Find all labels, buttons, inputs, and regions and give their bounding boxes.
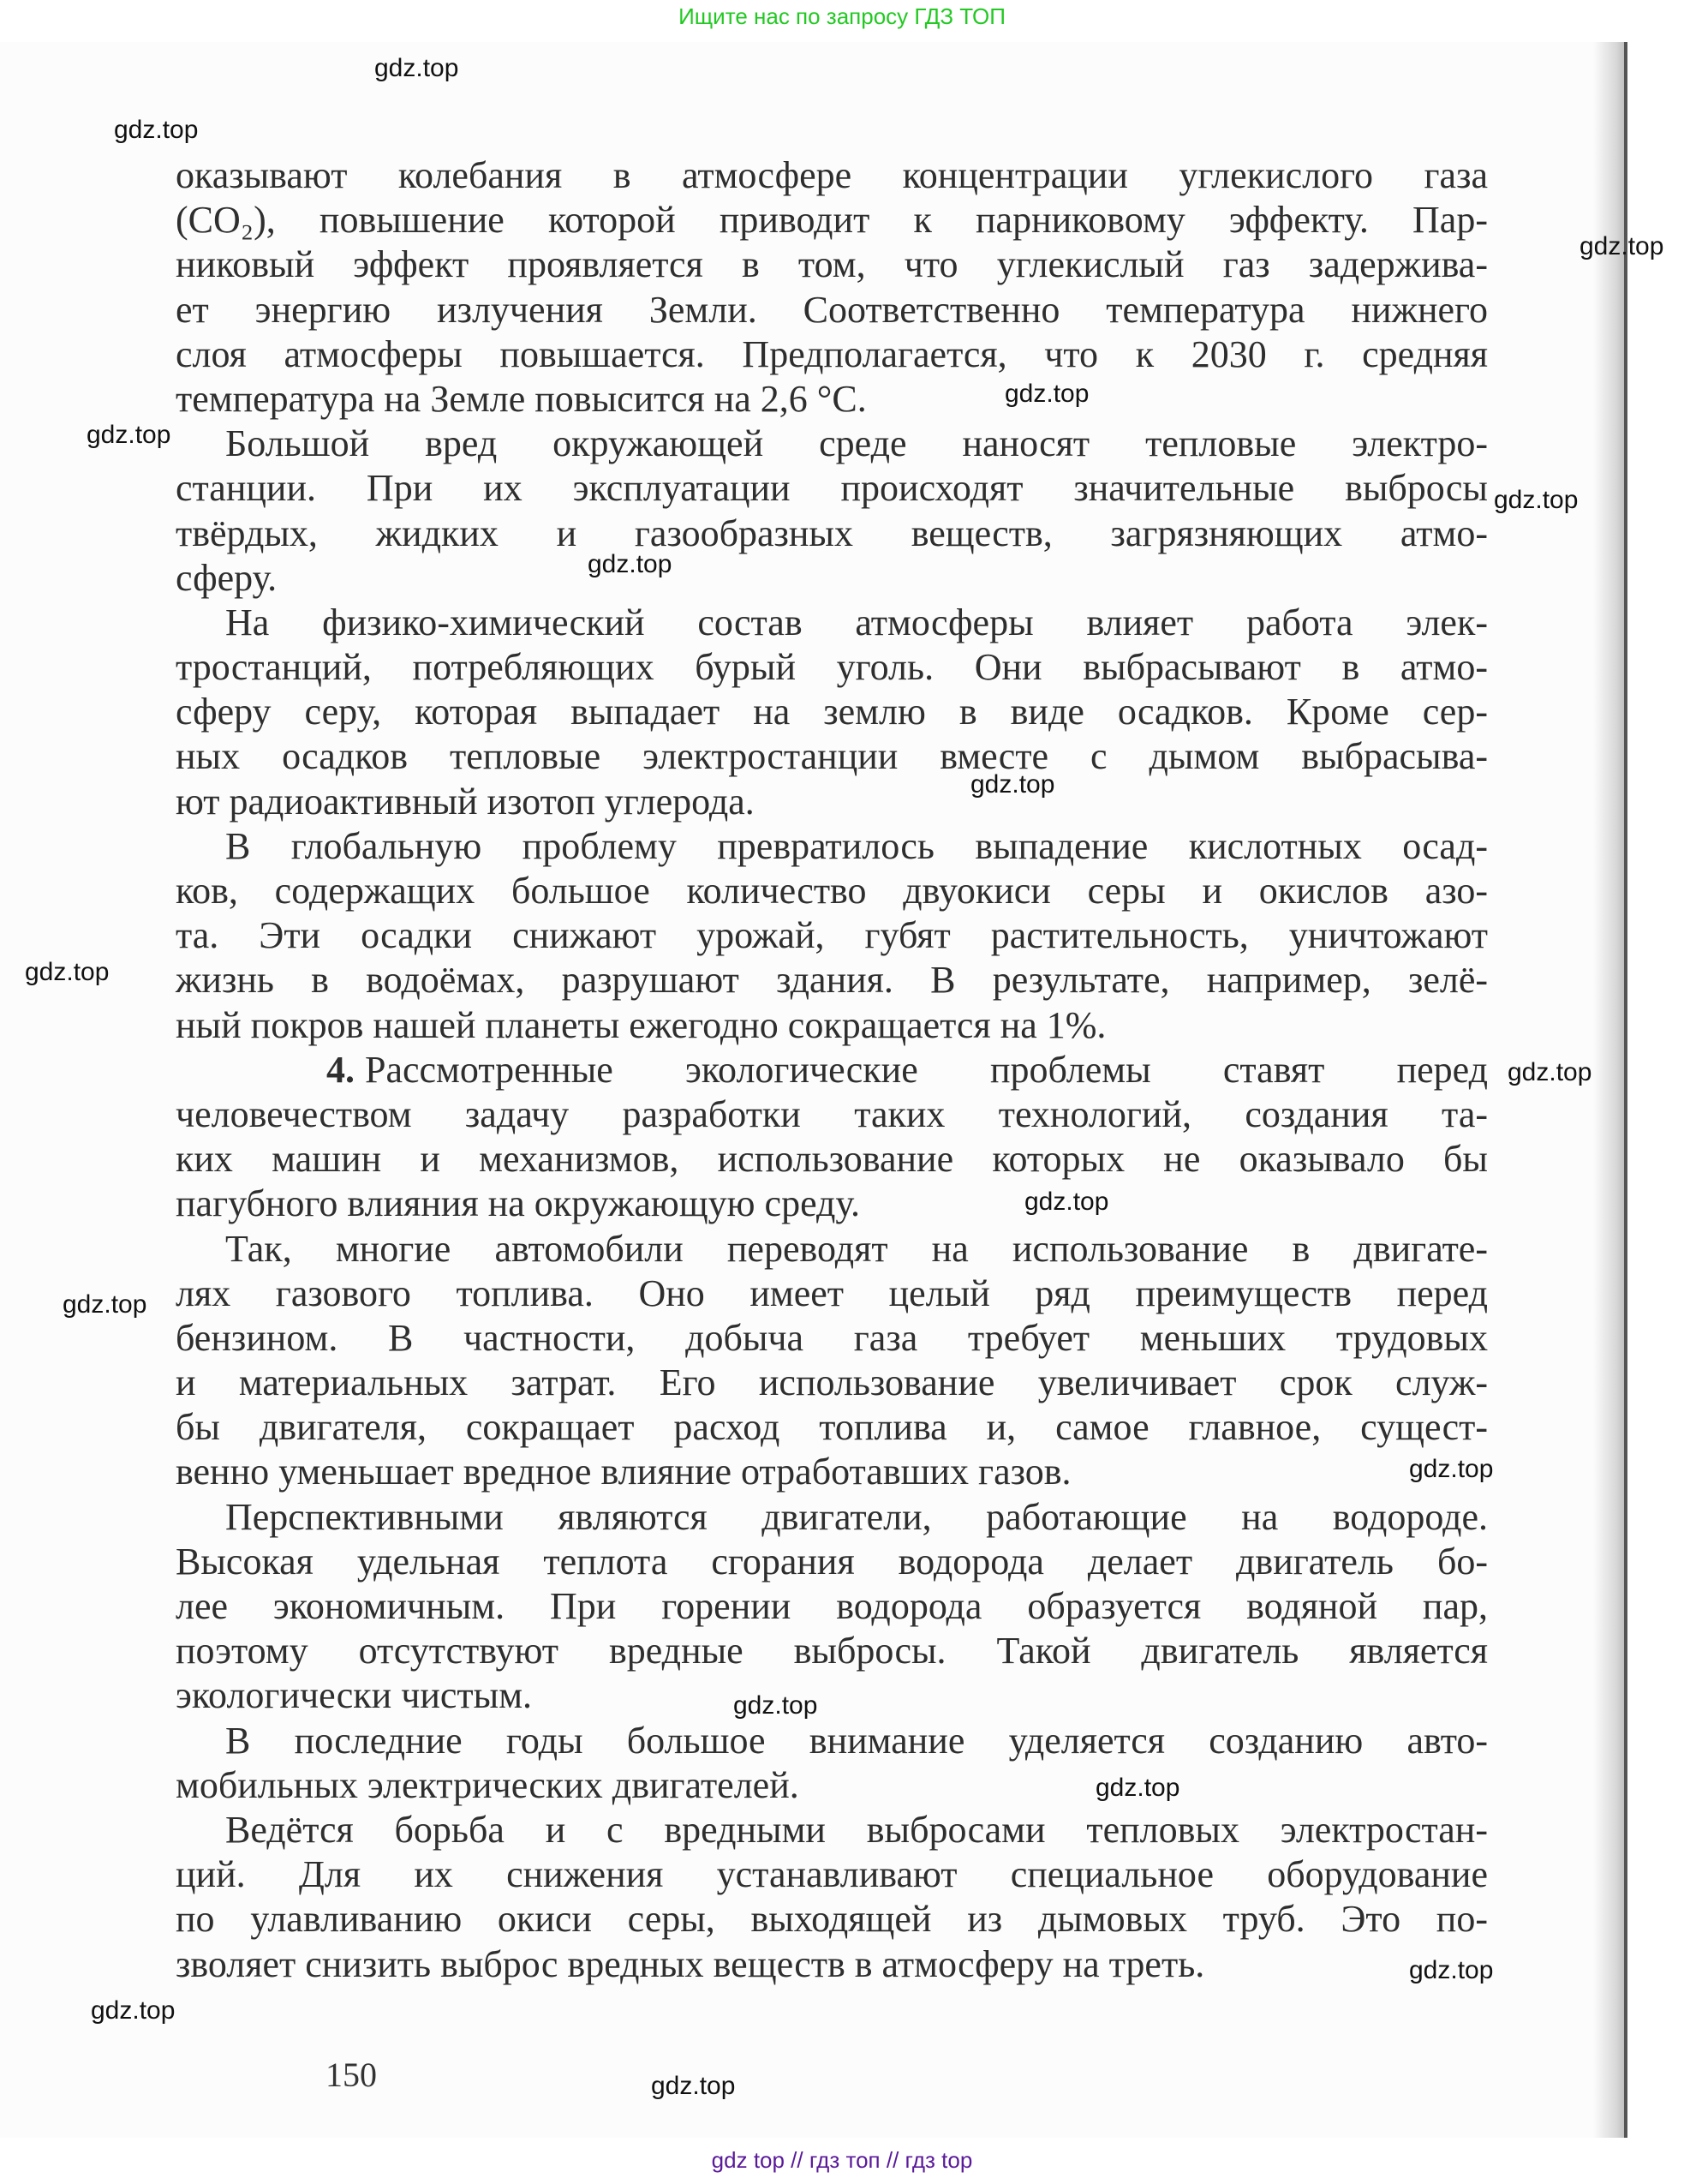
- text-line: [176, 601, 1488, 645]
- line-text: ный покров нашей планеты ежегодно сокращается на 1%.: [176, 1003, 1107, 1046]
- line-text: зволяет снизить выброс вредных веществ в атмосферу на треть.: [176, 1942, 1205, 1985]
- line-text: поэтому отсутствуют вредные выбросы. Такой двигатель является: [176, 1630, 1488, 1672]
- line-text: Большой вред окружающей среде наносят тепловые электро-: [225, 422, 1488, 465]
- paragraph: [176, 601, 1488, 824]
- line-text: жизнь в водоёмах, разрушают здания. В результате, например, зелё-: [176, 959, 1488, 1002]
- line-text: венно уменьшает вредное влияние отработавших газов.: [176, 1451, 1072, 1493]
- line-text: пагубного влияния на окружающую среду.: [176, 1182, 861, 1225]
- watermark: gdz.top: [114, 116, 199, 144]
- line-text: ций. Для их снижения устанавливают специальное оборудование: [176, 1853, 1488, 1896]
- text-line: [176, 242, 1488, 287]
- text-line: [176, 1808, 1488, 1852]
- text-line: [176, 1495, 1488, 1540]
- watermark: gdz.top: [1409, 1455, 1494, 1483]
- text-line: [176, 780, 1488, 824]
- watermark: gdz.top: [1494, 486, 1579, 514]
- line-text: твёрдых, жидких и газообразных веществ, загрязняющих атмо-: [176, 512, 1488, 554]
- line-text: Так, многие автомобили переводят на использование в двигате-: [225, 1227, 1488, 1270]
- watermark: gdz.top: [1024, 1188, 1109, 1216]
- line-text: человечеством задачу разработки таких технологий, создания та-: [176, 1092, 1488, 1135]
- text-line: [176, 1227, 1488, 1272]
- watermark: gdz.top: [1096, 1774, 1180, 1802]
- text-line: [176, 1048, 1488, 1092]
- text-line: [176, 645, 1488, 690]
- line-text: На физико-химический состав атмосферы влияет работа элек-: [225, 601, 1488, 643]
- text-line: [176, 153, 1488, 198]
- watermark: gdz.top: [374, 54, 459, 82]
- text-line: [176, 1182, 1488, 1226]
- line-text: та. Эти осадки снижают урожай, губят растительность, уничтожают: [176, 914, 1488, 957]
- text-line: [176, 869, 1488, 913]
- text-line: [176, 1897, 1488, 1942]
- text-line: [176, 690, 1488, 734]
- text-line: [176, 1003, 1488, 1048]
- watermark: gdz.top: [91, 1996, 176, 2025]
- line-text: по улавливанию окиси серы, выходящей из дымовых труб. Это по-: [176, 1898, 1488, 1941]
- text-line: [176, 1361, 1488, 1405]
- text-line: [176, 332, 1488, 377]
- line-text: лее экономичным. При горении водорода образуется водяной пар,: [176, 1585, 1488, 1627]
- line-text: ных осадков тепловые электростанции вместе с дымом выбрасыва-: [176, 735, 1488, 778]
- text-line: [176, 913, 1488, 958]
- text-line: [176, 466, 1488, 511]
- text-line: [176, 1719, 1488, 1763]
- line-text: оказывают колебания в атмосфере концентрации углекислого газа: [176, 154, 1488, 196]
- line-text: мобильных электрических двигателей.: [176, 1763, 799, 1806]
- text-line: [176, 512, 1488, 556]
- page-edge-shadow: [1593, 42, 1626, 2138]
- line-text: сферу.: [176, 556, 278, 599]
- watermark: gdz.top: [1579, 232, 1664, 260]
- text-line: [176, 1405, 1488, 1450]
- text-line: [176, 556, 1488, 601]
- line-text: ков, содержащих большое количество двуокиси серы и окислов азо-: [176, 870, 1488, 912]
- watermark: gdz.top: [1409, 1956, 1494, 1984]
- line-text: В глобальную проблему превратилось выпадение кислотных осад-: [225, 824, 1488, 867]
- watermark: gdz.top: [87, 421, 171, 449]
- line-text: никовый эффект проявляется в том, что углекислый газ задержива-: [176, 243, 1488, 286]
- paragraph: [176, 1048, 1488, 1227]
- text-line: [176, 1763, 1488, 1808]
- text-line: [176, 288, 1488, 332]
- text-line: [176, 734, 1488, 779]
- text-line: [176, 377, 1488, 422]
- page-text: [176, 153, 1488, 1987]
- line-text: бы двигателя, сокращает расход топлива и, самое главное, сущест-: [176, 1406, 1488, 1449]
- search-banner[interactable]: Ищите нас по запросу ГДЗ ТОП: [678, 3, 1006, 29]
- line-text: температура на Земле повысится на 2,6 °C.: [176, 377, 867, 420]
- line-text: (CO₂), повышение которой приводит к парниковому эффекту. Пар-: [176, 199, 1488, 242]
- watermark: gdz.top: [651, 2072, 736, 2100]
- paragraph: [176, 1495, 1488, 1719]
- text-line: [176, 1942, 1488, 1987]
- watermark: gdz.top: [970, 770, 1055, 799]
- line-text: ет энергию излучения Земли. Соответственно температура нижнего: [176, 288, 1488, 331]
- line-text: лях газового топлива. Оно имеет целый ряд преимуществ перед: [176, 1272, 1488, 1314]
- text-line: [176, 1584, 1488, 1629]
- text-line: [176, 198, 1488, 242]
- section-number: 4.: [326, 1048, 355, 1091]
- text-line: [176, 958, 1488, 1002]
- paragraph: [176, 1227, 1488, 1495]
- line-text: станции. При их эксплуатации происходят значительные выбросы: [176, 467, 1488, 510]
- paragraph: [176, 824, 1488, 1048]
- text-line: [176, 422, 1488, 466]
- text-line: [176, 1272, 1488, 1316]
- watermark: gdz.top: [1508, 1058, 1592, 1086]
- line-text: и материальных затрат. Его использование увеличивает срок служ-: [176, 1361, 1488, 1404]
- line-text: сферу серу, которая выпадает на землю в виде осадков. Кроме сер-: [176, 691, 1488, 733]
- text-line: [176, 1540, 1488, 1584]
- line-text: экологически чистым.: [176, 1674, 533, 1717]
- footer-links[interactable]: gdz top // гдз топ // гдз top: [711, 2147, 973, 2173]
- line-text: ют радиоактивный изотоп углерода.: [176, 780, 755, 823]
- text-line: [176, 1629, 1488, 1673]
- text-line: [176, 1673, 1488, 1718]
- line-text: слоя атмосферы повышается. Предполагается, что к 2030 г. средняя: [176, 332, 1488, 375]
- page-number: 150: [325, 2055, 377, 2094]
- watermark: gdz.top: [588, 550, 672, 578]
- watermark: gdz.top: [1005, 380, 1090, 408]
- line-text: Рассмотренные экологические проблемы ставят перед: [365, 1048, 1488, 1091]
- line-text: ких машин и механизмов, использование которых не оказывало бы: [176, 1138, 1488, 1181]
- watermark: gdz.top: [63, 1290, 147, 1319]
- paragraph: [176, 422, 1488, 601]
- line-text: тростанций, потребляющих бурый уголь. Они выбрасывают в атмо-: [176, 646, 1488, 689]
- line-text: Ведётся борьба и с вредными выбросами тепловых электростан-: [225, 1808, 1488, 1851]
- paragraph: [176, 1719, 1488, 1808]
- line-text: Перспективными являются двигатели, работающие на водороде.: [225, 1495, 1488, 1538]
- page-edge-line: [1624, 42, 1627, 2138]
- text-line: [176, 1852, 1488, 1897]
- paragraph: [176, 153, 1488, 422]
- text-line: [176, 1450, 1488, 1494]
- text-line: [176, 1137, 1488, 1182]
- text-line: [176, 824, 1488, 869]
- line-text: В последние годы большое внимание уделяется созданию авто-: [225, 1719, 1488, 1762]
- watermark: gdz.top: [25, 958, 110, 986]
- text-line: [176, 1092, 1488, 1137]
- watermark: gdz.top: [733, 1691, 818, 1720]
- line-text: Высокая удельная теплота сгорания водорода делает двигатель бо-: [176, 1540, 1488, 1583]
- paragraph: [176, 1808, 1488, 1987]
- line-text: бензином. В частности, добыча газа требует меньших трудовых: [176, 1316, 1488, 1359]
- text-line: [176, 1316, 1488, 1361]
